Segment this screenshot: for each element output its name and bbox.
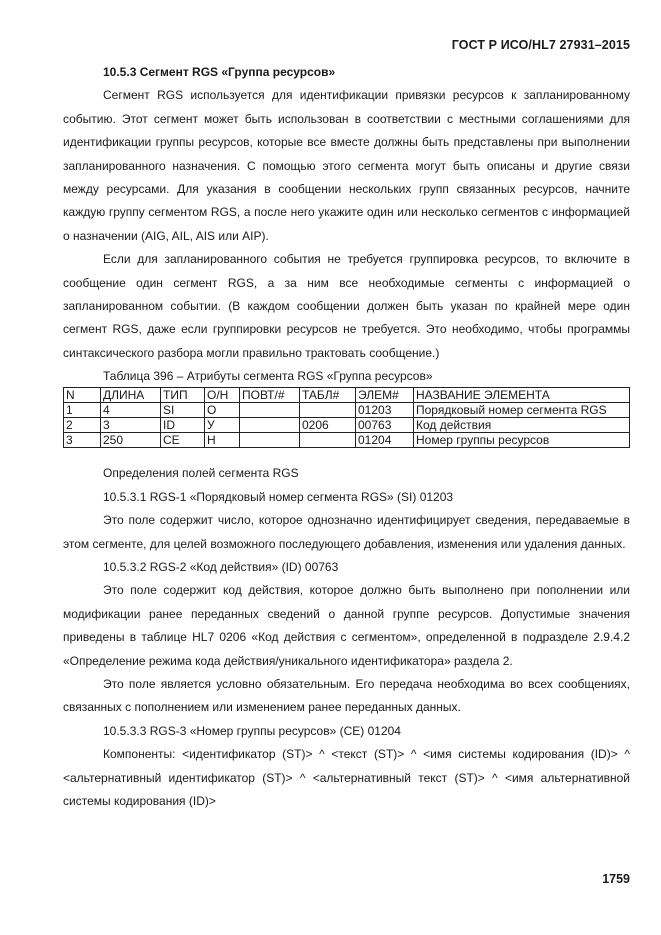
table-header-cell: ЭЛЕМ# [356,388,414,403]
table-header-cell: N [64,388,101,403]
page-content [63,61,630,813]
table-row [64,433,630,448]
table-cell: 250 [101,433,161,448]
field-2-description: Это поле содержит код действия, которое должно быть выполнено при пополнении или модификации ранее переданных сведений о данной группе ресурсов. Допустимые значения приведены в таблице HL7 0206 «Код действия с сегментом», определенной в подразделе 2.9.4.2 «Определение режима кода действия/уникального идентификатора» раздела 2. [63,583,630,668]
table-cell: 4 [101,403,161,418]
table-cell [300,403,356,418]
field-3-heading: 10.5.3.3 RGS-3 «Номер группы ресурсов» (CE) 01204 [103,723,401,738]
document-code-header: ГОСТ Р ИСО/HL7 27931–2015 [451,38,630,52]
field-1-heading: 10.5.3.1 RGS-1 «Порядковый номер сегмента RGS» (SI) 01203 [103,489,454,504]
table-cell: О [205,403,240,418]
table-cell: Код действия [414,418,630,433]
page-number: 1759 [602,872,630,886]
table-header-row [64,388,630,403]
table-cell [240,403,300,418]
table-row [64,403,630,418]
table-cell: 1 [64,403,101,418]
table-header-cell: ПОВТ/# [240,388,300,403]
table-cell: Н [205,433,240,448]
table-header-cell: НАЗВАНИЕ ЭЛЕМЕНТА [414,388,630,403]
table-cell: У [205,418,240,433]
table-header-cell: ТИП [161,388,205,403]
attributes-table [63,387,630,448]
table-cell: 3 [101,418,161,433]
field-2-note: Это поле является условно обязательным. Его передача необходима во всех сообщениях, связанных с пополнением или изменением ранее переданных данных. [63,676,630,715]
table-cell [240,418,300,433]
table-row [64,418,630,433]
table-cell: Номер группы ресурсов [414,433,630,448]
section-paragraph-1: Сегмент RGS используется для идентификации привязки ресурсов к запланированному событию. Этот сегмент может быть использован в соответствии с местными соглашениями для идентификации группы ресурсов, которые все вместе должны быть представлены при выполнении запланированного назначения. С помощью этого сегмента могут быть описаны и другие связи между ресурсами. Для указания в сообщении нескольких групп связанных ресурсов, начните каждую группу сегментом RGS, а после него укажите один или несколько сегментов с информацией о назначении (AIG, AIL, AIS или AIP). [63,88,630,243]
table-cell [300,433,356,448]
table-cell: Порядковый номер сегмента RGS [414,403,630,418]
table-cell: 3 [64,433,101,448]
table-caption: Таблица 396 – Атрибуты сегмента RGS «Группа ресурсов» [103,369,433,384]
table-header-cell: ТАБЛ# [300,388,356,403]
table-header-cell: ДЛИНА [101,388,161,403]
table-cell: SI [161,403,205,418]
table-cell: CE [161,433,205,448]
table-cell: 00763 [356,418,414,433]
field-3-components: Компоненты: <идентификатор (ST)> ^ <текст (ST)> ^ <имя системы кодирования (ID)> ^ <альтернативный идентификатор (ST)> ^ <альтернативный текст (ST)> ^ <имя альтернативной системы кодирования (ID)> [63,747,630,808]
section-heading: 10.5.3 Сегмент RGS «Группа ресурсов» [103,65,336,79]
spacer [63,450,630,462]
field-2-heading: 10.5.3.2 RGS-2 «Код действия» (ID) 00763 [103,559,339,574]
table-header-cell: О/Н [205,388,240,403]
field-1-description: Это поле содержит число, которое однозначно идентифицирует сведения, передаваемые в этом сегменте, для целей возможного последующего добавления, изменения или удаления данных. [63,513,630,551]
table-cell: 0206 [300,418,356,433]
table-cell [240,433,300,448]
fields-intro: Определения полей сегмента RGS [103,466,299,481]
table-cell: 01204 [356,433,414,448]
table-cell: 2 [64,418,101,433]
section-paragraph-2: Если для запланированного события не требуется группировка ресурсов, то включите в сообщение один сегмент RGS, а за ним все необходимые сегменты с информацией о запланированном событии. (В каждом сообщении должен быть указан по крайней мере один сегмент RGS, даже если группировки ресурсов не требуется. Это необходимо, чтобы программы синтаксического разбора могли правильно трактовать сообщение.) [63,252,630,360]
table-cell: 01203 [356,403,414,418]
table-cell: ID [161,418,205,433]
